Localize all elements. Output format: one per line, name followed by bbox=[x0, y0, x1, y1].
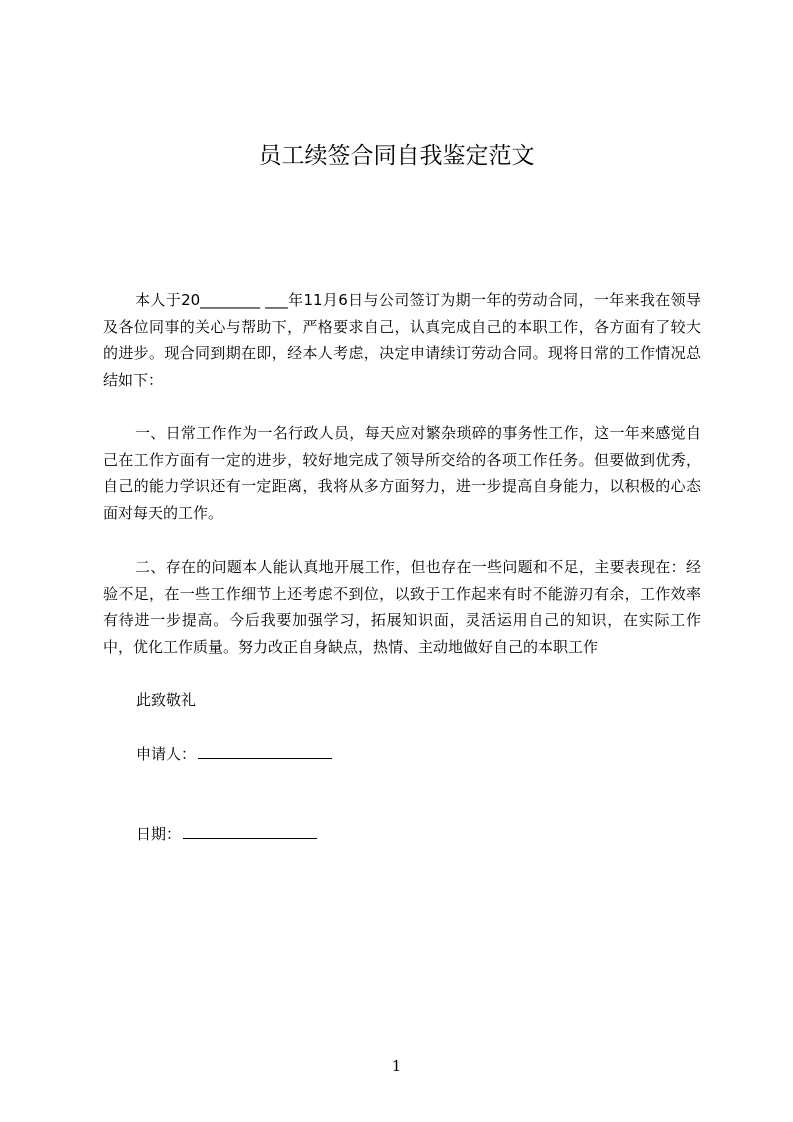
date-label: 日期： bbox=[136, 825, 182, 843]
applicant-signature-line bbox=[136, 742, 332, 766]
date-signature-line bbox=[136, 822, 317, 846]
paragraph-daily-work: 一、日常工作作为一名行政人员，每天应对繁杂琐碎的事务性工作，这一年来感觉自己在工作方面有一定的进步，较好地完成了领导所交给的各项工作任务。但要做到优秀，自己的能力学识还有一定距离，我将从多方面努力，进一步提高自身能力，以积极的心态面对每天的工作。 bbox=[103, 424, 701, 522]
document-title: 员工续签合同自我鉴定范文 bbox=[258, 143, 535, 169]
closing-salutation: 此致敬礼 bbox=[136, 691, 197, 709]
paragraph-intro: 本人于20________ ___年11月6日与公司签订为期一年的劳动合同，一年来我在领导及各位同事的关心与帮助下，严格要求自己，认真完成自己的本职工作，各方面有了较大的进步。现合同到期在即，经本人考虑，决定申请续订劳动合同。现将日常的工作情况总结如下： bbox=[103, 291, 701, 389]
date-blank bbox=[183, 823, 317, 839]
page-number: 1 bbox=[391, 1057, 402, 1075]
applicant-label: 申请人： bbox=[136, 745, 197, 763]
applicant-blank bbox=[198, 743, 332, 759]
paragraph-problems: 二、存在的问题本人能认真地开展工作，但也存在一些问题和不足，主要表现在：经验不足，在一些工作细节上还考虑不到位，以致于工作起来有时不能游刃有余，工作效率有待进一步提高。今后我要加强学习，拓展知识面，灵活运用自己的知识，在实际工作中，优化工作质量。努力改正自身缺点，热情、主动地做好自己的本职工作 bbox=[103, 558, 701, 656]
